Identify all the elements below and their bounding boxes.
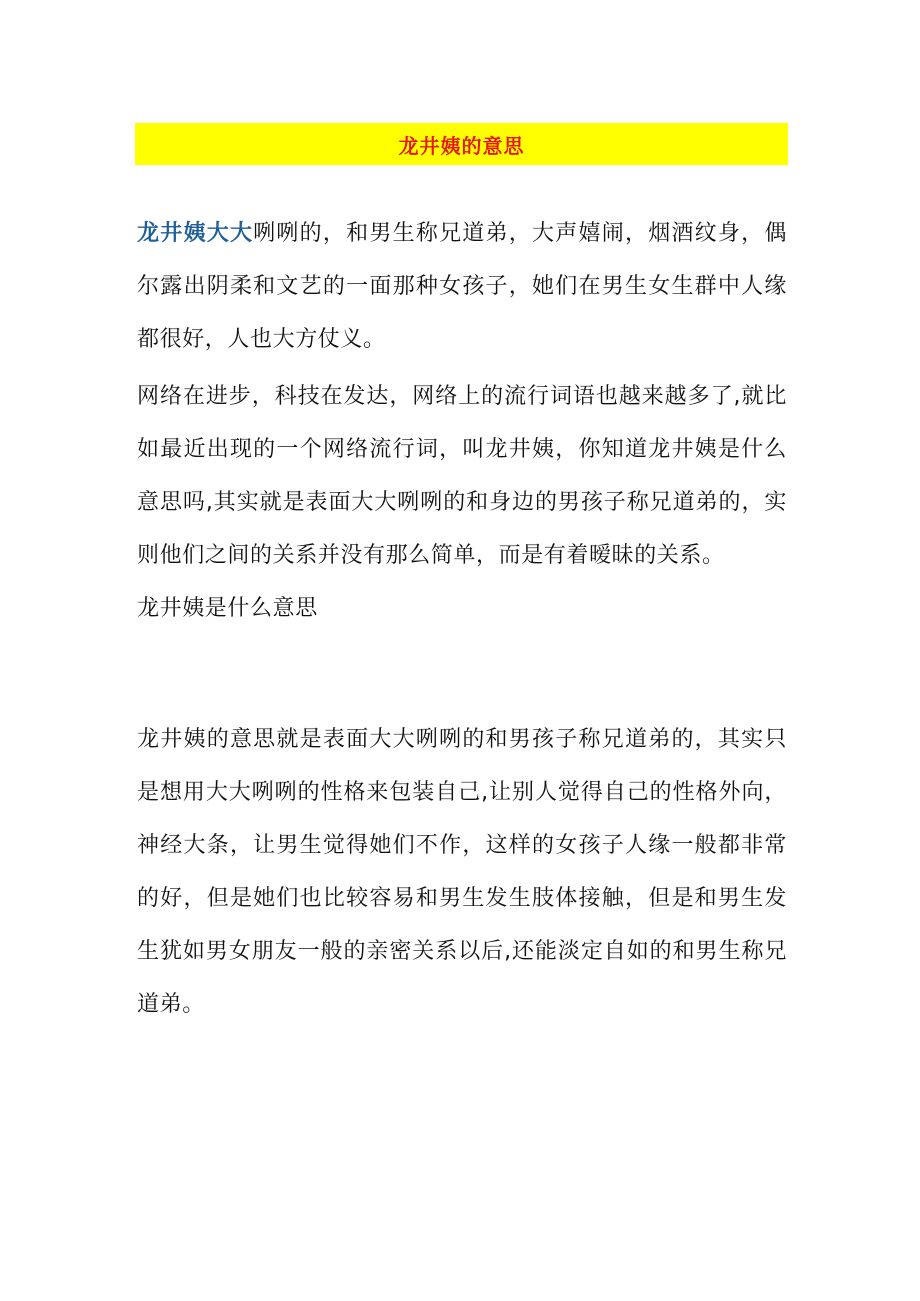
document-title: 龙井姨的意思 <box>398 133 525 158</box>
paragraph-background-text: 网络在进步，科技在发达，网络上的流行词语也越来越多了,就比如最近出现的一个网络流行词，叫龙井姨，你知道龙井姨是什么意思吗,其实就是表面大大咧咧的和身边的男孩子称兄道弟的，实则他们之间的关系并没有那么简单，而是有着暧昧的关系。 <box>137 384 787 568</box>
paragraph-intro <box>137 207 787 366</box>
paragraph-background <box>137 370 787 582</box>
paragraph-intro-text: 咧咧的，和男生称兄道弟，大声嬉闹，烟酒纹身，偶尔露出阴柔和文艺的一面那种女孩子，她们在男生女生群中人缘都很好，人也大方仗义。 <box>137 221 787 352</box>
section-heading <box>137 582 787 635</box>
title-banner <box>135 123 788 165</box>
paragraph-explanation <box>137 713 787 1031</box>
section-heading-text: 龙井姨是什么意思 <box>137 596 318 621</box>
highlighted-term: 龙井姨大大 <box>137 221 254 246</box>
paragraph-explanation-text: 龙井姨的意思就是表面大大咧咧的和男孩子称兄道弟的，其实只是想用大大咧咧的性格来包装自己,让别人觉得自己的性格外向，神经大条，让男生觉得她们不作，这样的女孩子人缘一般都非常的好，但是她们也比较容易和男生发生肢体接触，但是和男生发生犹如男女朋友一般的亲密关系以后,还能淡定自如的和男生称兄道弟。 <box>137 727 787 1017</box>
